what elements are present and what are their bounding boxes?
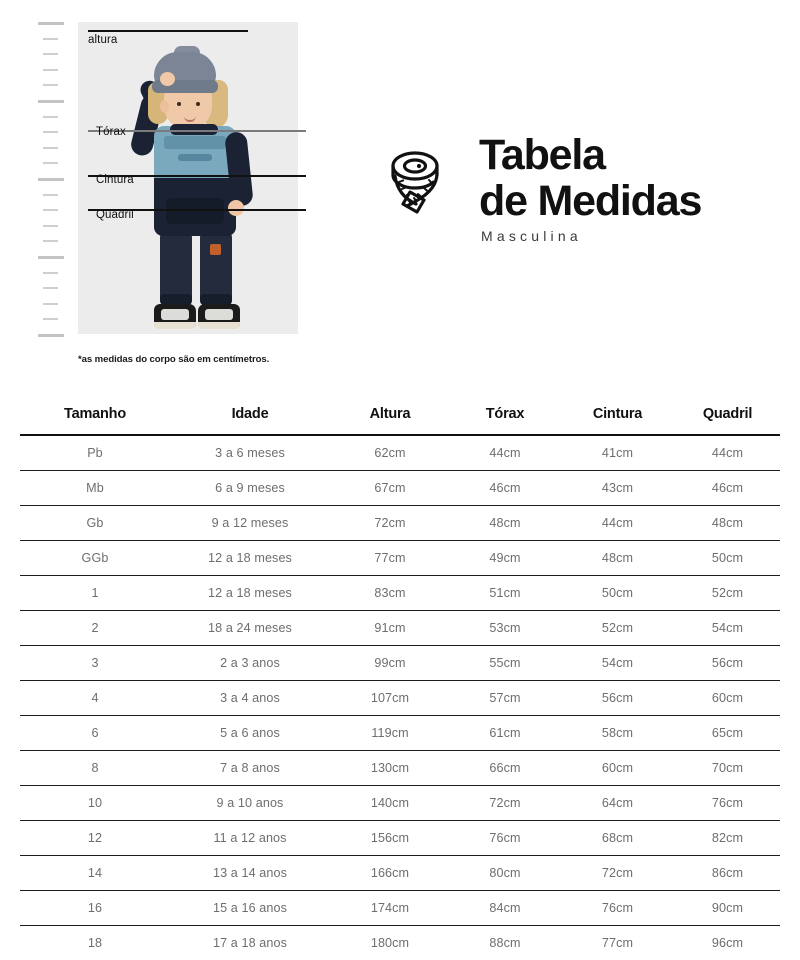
table-cell: 72cm xyxy=(560,856,675,891)
column-header-tamanho: Tamanho xyxy=(20,400,170,435)
table-cell: 9 a 12 meses xyxy=(170,506,330,541)
title-subtitle: Masculina xyxy=(481,228,701,244)
ruler-tick-major xyxy=(38,256,64,259)
table-row xyxy=(20,471,780,506)
table-row xyxy=(20,821,780,856)
table-cell: 10 xyxy=(20,786,170,821)
table-cell: 50cm xyxy=(675,541,780,576)
measurement-note: *as medidas do corpo são em centímetros. xyxy=(78,354,269,365)
table-cell: 68cm xyxy=(560,821,675,856)
table-cell: 65cm xyxy=(675,716,780,751)
table-cell: 83cm xyxy=(330,576,450,611)
ruler-tick-major xyxy=(38,178,64,181)
table-cell: 96cm xyxy=(675,926,780,960)
table-cell: 119cm xyxy=(330,716,450,751)
table-cell: 60cm xyxy=(675,681,780,716)
table-cell: 3 xyxy=(20,646,170,681)
table-row xyxy=(20,891,780,926)
table-row xyxy=(20,786,780,821)
top-section xyxy=(0,0,800,380)
table-cell: 86cm xyxy=(675,856,780,891)
table-cell: 50cm xyxy=(560,576,675,611)
table-row xyxy=(20,611,780,646)
table-cell: 72cm xyxy=(450,786,560,821)
table-cell: 140cm xyxy=(330,786,450,821)
ruler-tick-minor xyxy=(43,53,58,55)
table-row xyxy=(20,646,780,681)
ruler-tick-minor xyxy=(43,147,58,149)
table-row xyxy=(20,856,780,891)
ruler-tick-minor xyxy=(43,38,58,40)
table-cell: 107cm xyxy=(330,681,450,716)
table-cell: 156cm xyxy=(330,821,450,856)
table-cell: 49cm xyxy=(450,541,560,576)
left-shoe-sole xyxy=(154,322,196,329)
ruler-tick-major xyxy=(38,22,64,25)
table-cell: 82cm xyxy=(675,821,780,856)
table-cell: 53cm xyxy=(450,611,560,646)
table-cell: 66cm xyxy=(450,751,560,786)
table-cell: 9 a 10 anos xyxy=(170,786,330,821)
table-row xyxy=(20,716,780,751)
table-row xyxy=(20,751,780,786)
table-cell: GGb xyxy=(20,541,170,576)
table-cell: 1 xyxy=(20,576,170,611)
table-cell: 99cm xyxy=(330,646,450,681)
model-left-hand xyxy=(160,72,175,86)
table-cell: 52cm xyxy=(675,576,780,611)
ruler-tick-minor xyxy=(43,225,58,227)
trouser-patch xyxy=(210,244,221,255)
table-cell: 46cm xyxy=(675,471,780,506)
table-cell: 48cm xyxy=(450,506,560,541)
table-cell: 130cm xyxy=(330,751,450,786)
table-cell: 76cm xyxy=(560,891,675,926)
ruler-tick-minor xyxy=(43,194,58,196)
ruler-tick-minor xyxy=(43,131,58,133)
table-cell: 3 a 6 meses xyxy=(170,435,330,471)
table-cell: 166cm xyxy=(330,856,450,891)
table-cell: 62cm xyxy=(330,435,450,471)
table-cell: 17 a 18 anos xyxy=(170,926,330,960)
table-cell: 3 a 4 anos xyxy=(170,681,330,716)
model-right-hand xyxy=(228,200,244,216)
table-cell: 2 xyxy=(20,611,170,646)
ruler-tick-minor xyxy=(43,287,58,289)
left-shoe-laces xyxy=(161,309,189,320)
measurements-table-wrap xyxy=(20,400,780,960)
table-cell: 12 a 18 meses xyxy=(170,576,330,611)
table-cell: 56cm xyxy=(560,681,675,716)
ruler-tick-minor xyxy=(43,84,58,86)
table-cell: 46cm xyxy=(450,471,560,506)
table-cell: 12 xyxy=(20,821,170,856)
column-header-idade: Idade xyxy=(170,400,330,435)
table-cell: 54cm xyxy=(560,646,675,681)
table-cell: 41cm xyxy=(560,435,675,471)
table-cell: 88cm xyxy=(450,926,560,960)
title-line-2: de Medidas xyxy=(479,178,701,224)
table-cell: 58cm xyxy=(560,716,675,751)
table-cell: Mb xyxy=(20,471,170,506)
table-cell: 180cm xyxy=(330,926,450,960)
table-body xyxy=(20,435,780,960)
table-cell: 16 xyxy=(20,891,170,926)
ruler-tick-minor xyxy=(43,162,58,164)
sweatshirt-print-top xyxy=(164,136,226,149)
table-cell: 91cm xyxy=(330,611,450,646)
sweatshirt-print-bottom xyxy=(178,154,212,161)
table-cell: 14 xyxy=(20,856,170,891)
table-row xyxy=(20,506,780,541)
table-cell: 72cm xyxy=(330,506,450,541)
table-cell: 11 a 12 anos xyxy=(170,821,330,856)
table-cell: 80cm xyxy=(450,856,560,891)
table-cell: 18 a 24 meses xyxy=(170,611,330,646)
table-cell: 8 xyxy=(20,751,170,786)
altura-label: altura xyxy=(88,34,117,46)
altura-guide-line xyxy=(88,30,248,32)
measurements-table xyxy=(20,400,780,960)
model-ear xyxy=(160,100,169,113)
table-cell: 7 a 8 anos xyxy=(170,751,330,786)
table-row xyxy=(20,926,780,960)
model-eye-left xyxy=(177,102,181,106)
table-cell: 77cm xyxy=(330,541,450,576)
table-cell: 48cm xyxy=(560,541,675,576)
table-row xyxy=(20,576,780,611)
ruler-tick-minor xyxy=(43,69,58,71)
model-eye-right xyxy=(196,102,200,106)
column-header-cintura: Cintura xyxy=(560,400,675,435)
table-cell: 44cm xyxy=(675,435,780,471)
table-cell: 77cm xyxy=(560,926,675,960)
table-cell: 44cm xyxy=(560,506,675,541)
quadril-label: Quadril xyxy=(96,209,134,221)
table-cell: 61cm xyxy=(450,716,560,751)
table-cell: 18 xyxy=(20,926,170,960)
torax-label: Tórax xyxy=(96,126,126,138)
table-cell: 43cm xyxy=(560,471,675,506)
table-cell: 54cm xyxy=(675,611,780,646)
table-cell: 90cm xyxy=(675,891,780,926)
right-shoe-laces xyxy=(205,309,233,320)
table-cell: 15 a 16 anos xyxy=(170,891,330,926)
tape-measure-icon xyxy=(383,146,459,222)
ruler-tick-minor xyxy=(43,209,58,211)
table-cell: Pb xyxy=(20,435,170,471)
table-cell: Gb xyxy=(20,506,170,541)
table-cell: 6 a 9 meses xyxy=(170,471,330,506)
ruler-tick-minor xyxy=(43,240,58,242)
table-cell: 5 a 6 anos xyxy=(170,716,330,751)
column-header-quadril: Quadril xyxy=(675,400,780,435)
table-header-row xyxy=(20,400,780,435)
table-cell: 4 xyxy=(20,681,170,716)
right-shoe-sole xyxy=(198,322,240,329)
table-cell: 12 a 18 meses xyxy=(170,541,330,576)
table-cell: 64cm xyxy=(560,786,675,821)
ruler-scale xyxy=(38,22,64,334)
ruler-tick-minor xyxy=(43,116,58,118)
title-line-1: Tabela xyxy=(479,132,701,178)
table-cell: 51cm xyxy=(450,576,560,611)
table-cell: 13 a 14 anos xyxy=(170,856,330,891)
column-header-torax: Tórax xyxy=(450,400,560,435)
table-cell: 76cm xyxy=(675,786,780,821)
column-header-altura: Altura xyxy=(330,400,450,435)
table-cell: 2 a 3 anos xyxy=(170,646,330,681)
cintura-label: Cintura xyxy=(96,174,134,186)
table-cell: 55cm xyxy=(450,646,560,681)
ruler-tick-minor xyxy=(43,272,58,274)
ruler-tick-major xyxy=(38,334,64,337)
table-cell: 60cm xyxy=(560,751,675,786)
table-cell: 56cm xyxy=(675,646,780,681)
table-row xyxy=(20,681,780,716)
table-cell: 67cm xyxy=(330,471,450,506)
title-text xyxy=(479,132,701,244)
table-cell: 84cm xyxy=(450,891,560,926)
table-cell: 48cm xyxy=(675,506,780,541)
table-cell: 174cm xyxy=(330,891,450,926)
ruler-tick-minor xyxy=(43,318,58,320)
table-cell: 44cm xyxy=(450,435,560,471)
table-row xyxy=(20,435,780,471)
ruler-tick-minor xyxy=(43,303,58,305)
table-cell: 76cm xyxy=(450,821,560,856)
sweatshirt-pocket xyxy=(166,198,224,224)
table-cell: 52cm xyxy=(560,611,675,646)
table-cell: 70cm xyxy=(675,751,780,786)
table-cell: 6 xyxy=(20,716,170,751)
table-head xyxy=(20,400,780,435)
table-row xyxy=(20,541,780,576)
table-cell: 57cm xyxy=(450,681,560,716)
ruler-tick-major xyxy=(38,100,64,103)
